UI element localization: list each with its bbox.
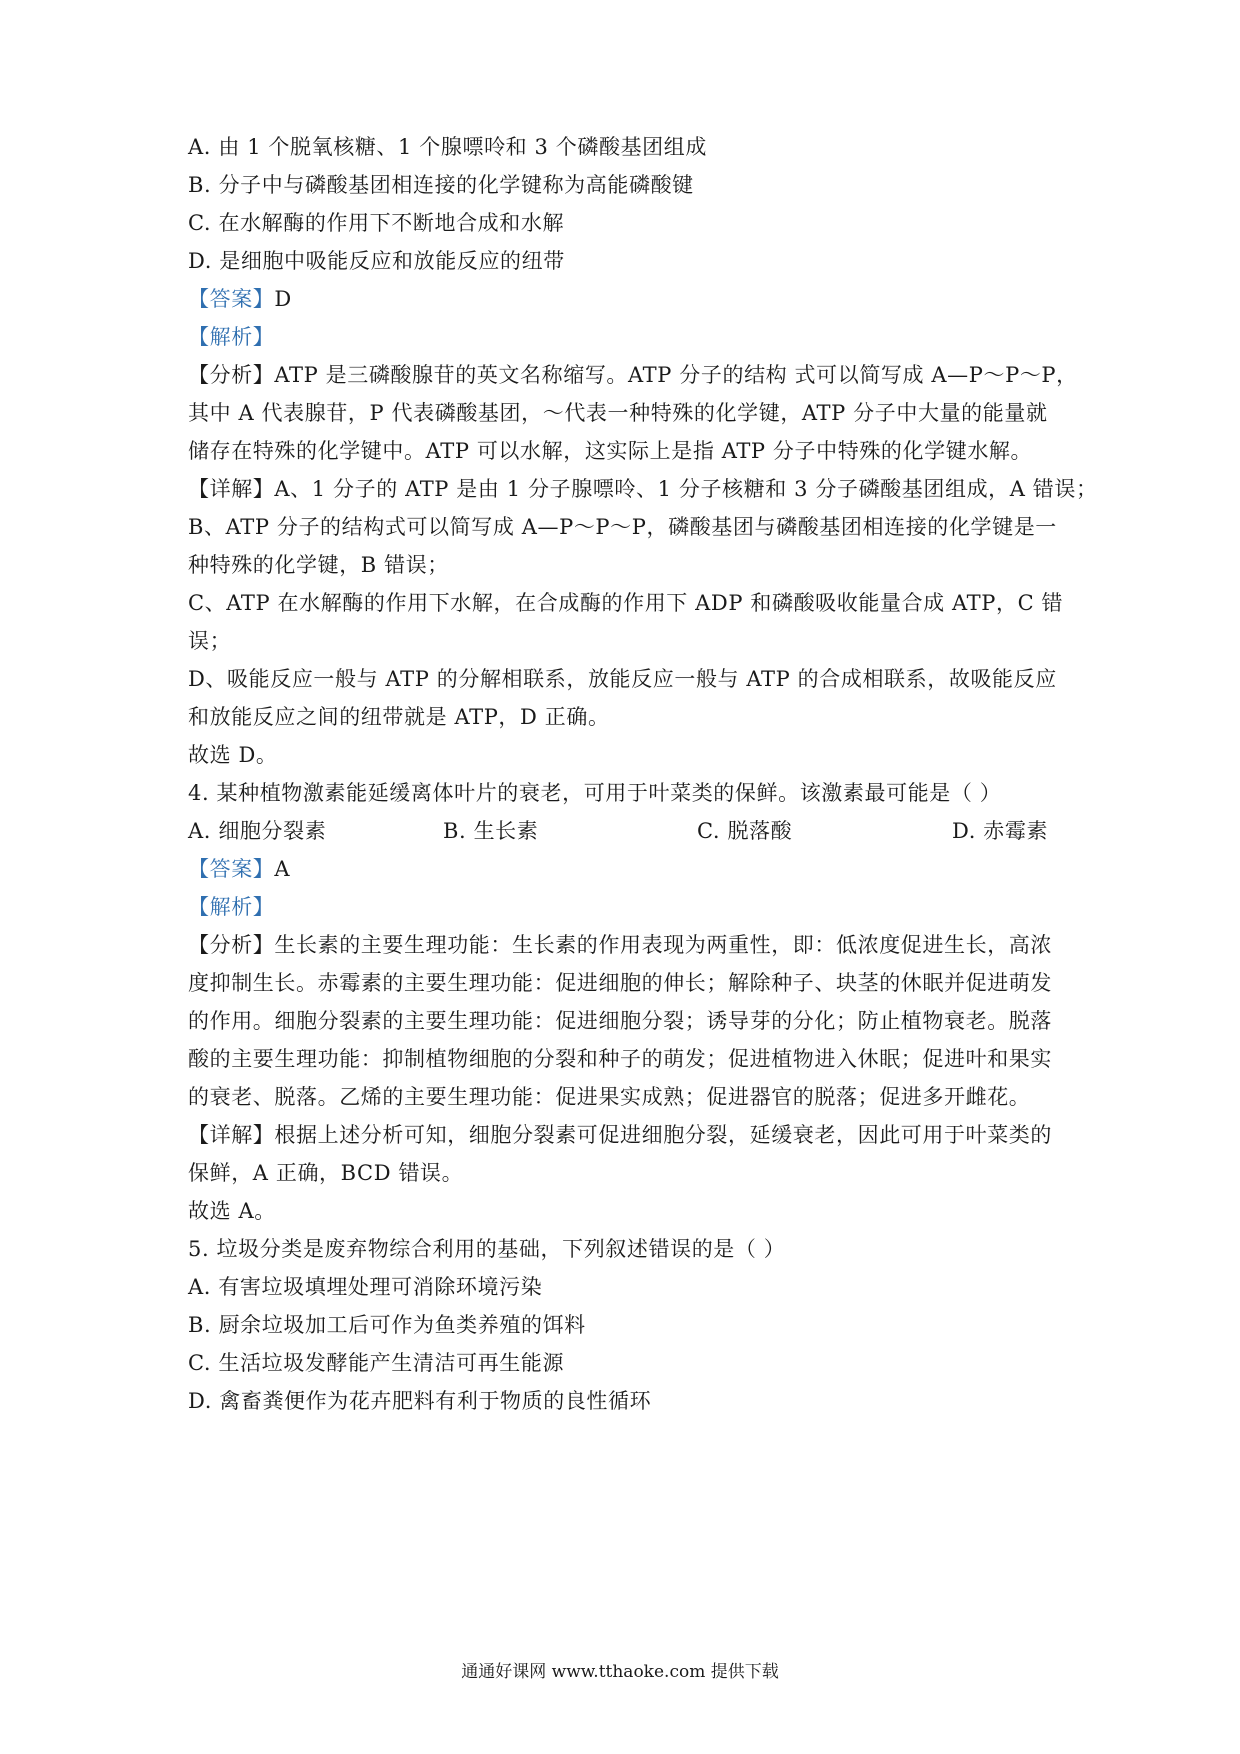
q3-option-b: B. 分子中与磷酸基团相连接的化学键称为高能磷酸键: [188, 173, 694, 197]
q4-conclusion: 故选 A。: [188, 1199, 276, 1223]
q3-option-c: C. 在水解酶的作用下不断地合成和水解: [188, 211, 565, 235]
answer-tag: 【答案】: [188, 287, 275, 311]
q4-answer: [188, 854, 1068, 884]
q3-option-d: D. 是细胞中吸能反应和放能反应的纽带: [188, 249, 565, 273]
q3-xiangjie-line: [188, 474, 1098, 504]
q4-xiangjie-line: 保鲜，A 正确，BCD 错误。: [188, 1161, 464, 1185]
q4-option-c: C. 脱落酸: [697, 819, 793, 843]
answer-value: A: [274, 857, 291, 881]
q4-fenxi-line: 的衰老、脱落。乙烯的主要生理功能：促进果实成熟；促进器官的脱落；促进多开雌花。: [188, 1085, 1031, 1109]
q5-stem: 5. 垃圾分类是废弃物综合利用的基础，下列叙述错误的是（ ）: [188, 1237, 786, 1261]
q3-fenxi-line: 其中 A 代表腺苷，P 代表磷酸基团，～代表一种特殊的化学键，ATP 分子中大量的能量就: [188, 401, 1048, 425]
fenxi-tag: 【分析】: [188, 363, 275, 387]
q3-option-a: A. 由 1 个脱氧核糖、1 个腺嘌呤和 3 个磷酸基团组成: [188, 135, 707, 159]
answer-value: D: [274, 287, 292, 311]
q4-stem: 4. 某种植物激素能延缓离体叶片的衰老，可用于叶菜类的保鲜。该激素最可能是（ ）: [188, 781, 1002, 805]
q3-answer: [188, 284, 1068, 314]
q4-option-d: D. 赤霉素: [952, 819, 1049, 843]
q3-xiangjie-line: 种特殊的化学键，B 错误；: [188, 553, 449, 577]
answer-tag: 【答案】: [188, 857, 275, 881]
q3-conclusion: 故选 D。: [188, 743, 278, 767]
page-footer: 通通好课网 www.tthaoke.com 提供下载: [461, 1662, 779, 1682]
q4-analysis-tag: 【解析】: [188, 895, 275, 919]
q3-xiangjie-line: C、ATP 在水解酶的作用下水解，在合成酶的作用下 ADP 和磷酸吸收能量合成 ATP，C 错: [188, 591, 1064, 615]
xiangjie-text: A、1 分子的 ATP 是由 1 分子腺嘌呤、1 分子核糖和 3 分子磷酸基团组成，A 错误；: [274, 477, 1098, 501]
q3-analysis-tag: 【解析】: [188, 325, 275, 349]
q5-option-a: A. 有害垃圾填埋处理可消除环境污染: [188, 1275, 543, 1299]
fenxi-text: ATP 是三磷酸腺苷的英文名称缩写。ATP 分子的结构 式可以简写成 A—P～P～P，: [274, 363, 1078, 387]
q4-option-a: A. 细胞分裂素: [188, 819, 327, 843]
q5-option-c: C. 生活垃圾发酵能产生清洁可再生能源: [188, 1351, 565, 1375]
q4-fenxi-line: 的作用。细胞分裂素的主要生理功能：促进细胞分裂；诱导芽的分化；防止植物衰老。脱落: [188, 1009, 1052, 1033]
q3-fenxi-line: [188, 360, 1078, 390]
fenxi-text: 生长素的主要生理功能：生长素的作用表现为两重性，即：低浓度促进生长，高浓: [274, 933, 1053, 957]
xiangjie-text: 根据上述分析可知，细胞分裂素可促进细胞分裂，延缓衰老，因此可用于叶菜类的: [274, 1123, 1053, 1147]
q4-fenxi-line: [188, 930, 1068, 960]
q5-option-d: D. 禽畜粪便作为花卉肥料有利于物质的良性循环: [188, 1389, 652, 1413]
xiangjie-tag: 【详解】: [188, 1123, 275, 1147]
xiangjie-tag: 【详解】: [188, 477, 275, 501]
q4-option-b: B. 生长素: [443, 819, 539, 843]
q3-xiangjie-line: 误；: [188, 629, 232, 653]
q5-option-b: B. 厨余垃圾加工后可作为鱼类养殖的饵料: [188, 1313, 586, 1337]
q3-xiangjie-line: D、吸能反应一般与 ATP 的分解相联系，放能反应一般与 ATP 的合成相联系，故吸能反应: [188, 667, 1057, 691]
q3-xiangjie-line: 和放能反应之间的纽带就是 ATP，D 正确。: [188, 705, 610, 729]
q4-fenxi-line: 度抑制生长。赤霉素的主要生理功能：促进细胞的伸长；解除种子、块茎的休眠并促进萌发: [188, 971, 1052, 995]
q4-fenxi-line: 酸的主要生理功能：抑制植物细胞的分裂和种子的萌发；促进植物进入休眠；促进叶和果实: [188, 1047, 1052, 1071]
q4-xiangjie-line: [188, 1120, 1068, 1150]
fenxi-tag: 【分析】: [188, 933, 275, 957]
q3-fenxi-line: 储存在特殊的化学键中。ATP 可以水解，这实际上是指 ATP 分子中特殊的化学键水解。: [188, 439, 1033, 463]
q3-xiangjie-line: B、ATP 分子的结构式可以简写成 A—P～P～P，磷酸基团与磷酸基团相连接的化学键是一: [188, 515, 1057, 539]
